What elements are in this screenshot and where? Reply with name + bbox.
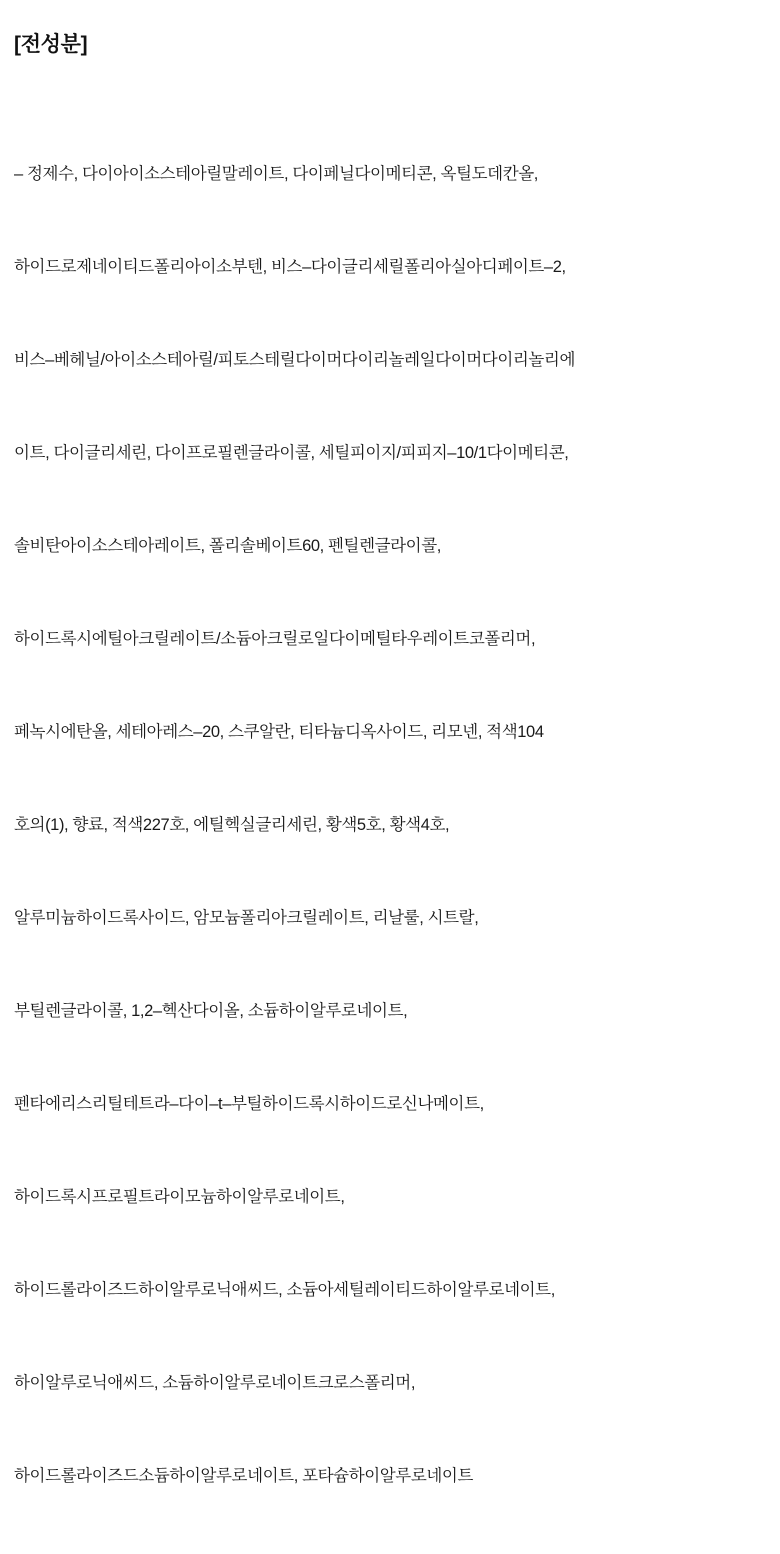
- ingredients-line: 펜타에리스리틸테트라–다이–t–부틸하이드록시하이드로신나메이트,: [14, 1095, 484, 1114]
- ingredients-line: 하이드록시에틸아크릴레이트/소듐아크릴로일다이메틸타우레이트코폴리머,: [14, 630, 536, 649]
- ingredients-line: 부틸렌글라이콜, 1,2–헥산다이올, 소듐하이알루로네이트,: [14, 1002, 408, 1021]
- ingredients-line: 하이드롤라이즈드하이알루로닉애씨드, 소듐아세틸레이티드하이알루로네이트,: [14, 1281, 555, 1300]
- ingredients-line: 페녹시에탄올, 세테아레스–20, 스쿠알란, 티타늄디옥사이드, 리모넨, 적색104: [14, 723, 544, 742]
- ingredients-line: 하이알루로닉애씨드, 소듐하이알루로네이트크로스폴리머,: [14, 1374, 416, 1393]
- ingredients-line: 하이드롤라이즈드소듐하이알루로네이트, 포타슘하이알루로네이트: [14, 1467, 473, 1486]
- ingredients-line: 하이드록시프로필트라이모늄하이알루로네이트,: [14, 1188, 345, 1207]
- ingredients-line: – 정제수, 다이아이소스테아릴말레이트, 다이페닐다이메티콘, 옥틸도데칸올,: [14, 165, 538, 184]
- ingredients-line: 비스–베헤닐/아이소스테아릴/피토스테릴다이머다이리놀레일다이머다이리놀리에: [14, 351, 576, 370]
- ingredients-line: 하이드로제네이티드폴리아이소부텐, 비스–다이글리세릴폴리아실아디페이트–2,: [14, 258, 566, 277]
- ingredients-line: 호의(1), 향료, 적색227호, 에틸헥실글리세린, 황색5호, 황색4호,: [14, 816, 450, 835]
- ingredients-list: [14, 97, 766, 1554]
- ingredients-line: 이트, 다이글리세린, 다이프로필렌글라이콜, 세틸피이지/피피지–10/1다이메티콘,: [14, 444, 569, 463]
- ingredients-line: 알루미늄하이드록사이드, 암모늄폴리아크릴레이트, 리날룰, 시트랄,: [14, 909, 479, 928]
- ingredients-line: 솔비탄아이소스테아레이트, 폴리솔베이트60, 펜틸렌글라이콜,: [14, 537, 441, 556]
- page-title: [전성분]: [14, 33, 88, 57]
- section-heading-wrapper: [14, 18, 766, 71]
